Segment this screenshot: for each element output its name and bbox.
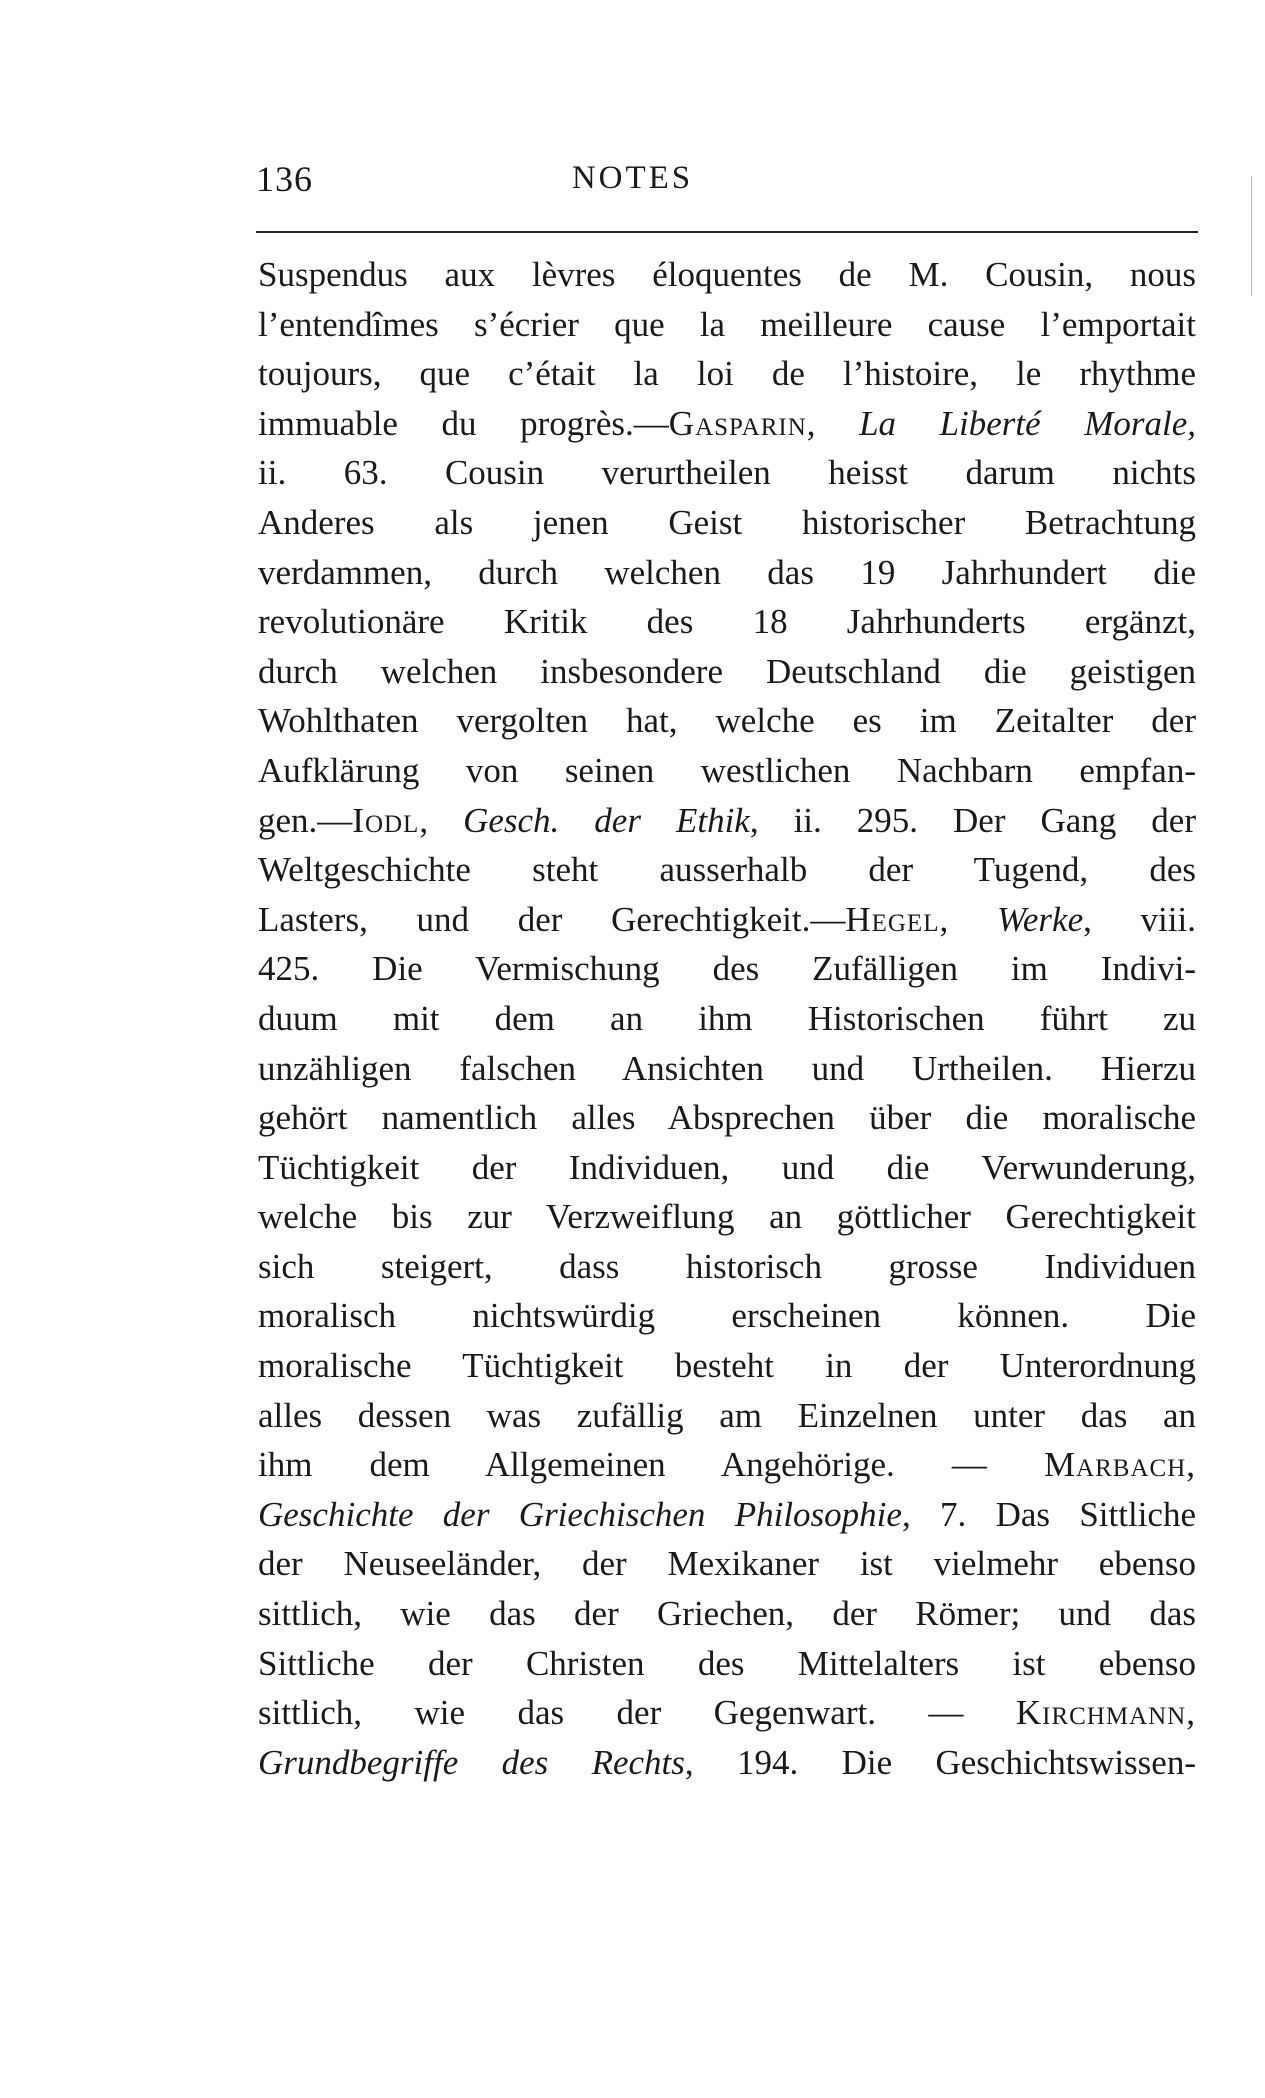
page-number: 136 <box>256 159 313 199</box>
text-line: l’entendîmes s’écrier que la meilleure cause l’emportait <box>258 304 1196 344</box>
text-line: Wohlthaten vergolten hat, welche es im Zeitalter der <box>258 701 1196 741</box>
book-title: Werke <box>996 899 1084 939</box>
text-run: immuable du progrès.— <box>258 403 669 443</box>
text-line: alles dessen was zufällig am Einzelnen unter das an <box>258 1395 1196 1435</box>
text-line: Aufklärung von seinen westlichen Nachbarn empfan- <box>258 750 1196 790</box>
text-line <box>258 1688 1196 1738</box>
text-run: , <box>939 899 997 939</box>
text-run: , 7. Das Sittliche <box>901 1494 1197 1534</box>
text-line: moralische Tüchtigkeit besteht in der Unterordnung <box>258 1346 1196 1386</box>
text-line: sittlich, wie das der Griechen, der Römer; und das <box>258 1594 1196 1634</box>
book-title: La Liberté Morale, <box>859 403 1197 443</box>
text-line <box>258 895 1196 945</box>
text-line: Tüchtigkeit der Individuen, und die Verwunderung, <box>258 1147 1196 1187</box>
text-line <box>258 1490 1196 1540</box>
text-run: , viii. <box>1083 899 1196 939</box>
text-line: durch welchen insbesondere Deutschland die geistigen <box>258 651 1196 691</box>
text-line: moralisch nichtswürdig erscheinen können. Die <box>258 1296 1196 1336</box>
text-line: toujours, que c’était la loi de l’histoire, le rhythme <box>258 354 1196 394</box>
header-rule <box>256 231 1198 233</box>
margin-mark <box>1251 176 1254 296</box>
book-title: Gesch. der Ethik <box>463 800 750 840</box>
text-line <box>258 1738 1196 1788</box>
text-line <box>258 796 1196 846</box>
author-name: Kirchmann, <box>1015 1693 1196 1733</box>
body-text <box>258 250 1196 1787</box>
book-title: Grundbegriffe des Rechts <box>258 1742 685 1782</box>
running-head: NOTES <box>571 160 694 196</box>
text-line: unzähligen falschen Ansichten und Urtheilen. Hierzu <box>258 1048 1196 1088</box>
text-line: revolutionäre Kritik des 18 Jahrhunderts ergänzt, <box>258 602 1196 642</box>
text-line: Weltgeschichte steht ausserhalb der Tugend, des <box>258 850 1196 890</box>
text-line: duum mit dem an ihm Historischen führt zu <box>258 998 1196 1038</box>
text-run: , <box>419 800 464 840</box>
text-line: Anderes als jenen Geist historischer Betrachtung <box>258 502 1196 542</box>
text-line <box>258 1440 1196 1490</box>
text-line: gehört namentlich alles Absprechen über die moralische <box>258 1098 1196 1138</box>
author-name: Gasparin <box>668 403 807 443</box>
text-run: , 194. Die Geschichtswissen- <box>684 1742 1196 1782</box>
text-run: , ii. 295. Der Gang der <box>749 800 1196 840</box>
text-run: ihm dem Allgemeinen Angehörige. — <box>258 1445 1044 1485</box>
text-run: gen.— <box>258 800 353 840</box>
text-line: ii. 63. Cousin verurtheilen heisst darum nichts <box>258 453 1196 493</box>
author-name: Hegel <box>845 899 940 939</box>
text-line: sich steigert, dass historisch grosse Individuen <box>258 1246 1196 1286</box>
text-run: sittlich, wie das der Gegenwart. — <box>258 1693 1016 1733</box>
text-run: Lasters, und der Gerechtigkeit.— <box>258 899 846 939</box>
text-line: 425. Die Vermischung des Zufälligen im Indivi- <box>258 949 1196 989</box>
text-line: verdammen, durch welchen das 19 Jahrhundert die <box>258 552 1196 592</box>
text-line: welche bis zur Verzweiflung an göttlicher Gerechtigkeit <box>258 1197 1196 1237</box>
book-title: Geschichte der Griechischen Philosophie <box>258 1494 902 1534</box>
text-line: der Neuseeländer, der Mexikaner ist vielmehr ebenso <box>258 1544 1196 1584</box>
author-name: Marbach, <box>1043 1445 1196 1485</box>
text-run: , <box>806 403 860 443</box>
text-line <box>258 399 1196 449</box>
text-line: Suspendus aux lèvres éloquentes de M. Cousin, nous <box>258 255 1196 294</box>
text-line: Sittliche der Christen des Mittelalters ist ebenso <box>258 1643 1196 1683</box>
author-name: Iodl <box>352 800 420 840</box>
